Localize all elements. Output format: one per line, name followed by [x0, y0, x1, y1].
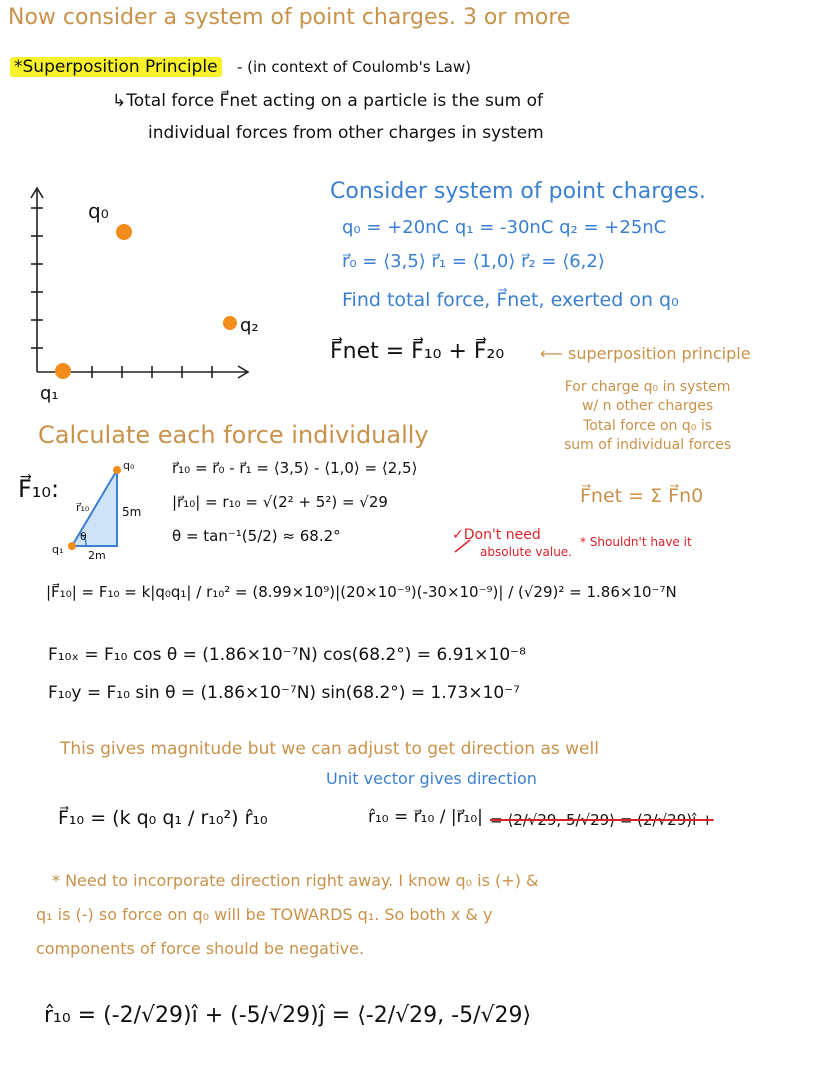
unit-vector-note: Unit vector gives direction: [326, 769, 537, 788]
superposition-def-line1: ↳Total force F⃗net acting on a particle is the sum of: [112, 91, 543, 111]
plot-axes: [31, 188, 248, 378]
given-consider: Consider system of point charges.: [330, 179, 706, 204]
dont-need-note: ✓Don't need: [452, 527, 541, 543]
tri-q0: q₀: [123, 459, 135, 472]
theta-eq: θ = tan⁻¹(5/2) ≈ 68.2°: [172, 527, 341, 545]
header-line: Now consider a system of point charges. 3 or more: [8, 5, 571, 30]
charge-q1-dot: [55, 363, 71, 379]
superposition-arrow-note: ⟵ superposition principle: [540, 344, 751, 363]
superposition-note-line: w/ n other charges: [582, 398, 714, 415]
given-charges: q₀ = +20nC q₁ = -30nC q₂ = +25nC: [342, 217, 667, 238]
shouldnt-note: * Shouldn't have it: [580, 535, 692, 549]
direction-note-line3: components of force should be negative.: [36, 939, 365, 958]
f10-magnitude-eq: |F⃗₁₀| = F₁₀ = k|q₀q₁| / r₁₀² = (8.99×10⁹)|(20×10⁻⁹)(-30×10⁻⁹)| / (√29)² = 1.86×10⁻⁷N: [46, 583, 677, 601]
given-find: Find total force, F⃗net, exerted on q₀: [342, 289, 679, 311]
f10x-eq: F₁₀ₓ = F₁₀ cos θ = (1.86×10⁻⁷N) cos(68.2°) = 6.91×10⁻⁸: [48, 645, 526, 665]
rhat-definition: r̂₁₀ = r⃗₁₀ / |r⃗₁₀|: [368, 807, 483, 827]
tri-side-v: 5m: [122, 505, 142, 519]
superposition-note-block: [564, 380, 731, 454]
r10-mag-eq: |r⃗₁₀| = r₁₀ = √(2² + 5²) = √29: [172, 493, 388, 511]
superposition-def-line2: individual forces from other charges in system: [148, 123, 544, 143]
abs-value-note: absolute value.: [480, 545, 572, 559]
f10-label: F⃗₁₀:: [18, 475, 60, 503]
triangle-q1-dot: [68, 542, 76, 550]
tri-side-h: 2m: [88, 549, 106, 562]
fnet-equation: F⃗net = F⃗₁₀ + F⃗₂₀: [330, 339, 505, 364]
direction-note-line1: * Need to incorporate direction right away. I know q₀ is (+) &: [52, 871, 539, 890]
tri-side-r: r⃗₁₀: [76, 501, 90, 514]
calc-heading: Calculate each force individually: [38, 421, 429, 449]
unit-gives-note: This gives magnitude but we can adjust to get direction as well: [60, 739, 599, 759]
sum-formula: F⃗net = Σ F⃗n0: [580, 485, 704, 507]
superposition-context: - (in context of Coulomb's Law): [236, 58, 471, 76]
superposition-title-highlight: *Superposition Principle: [10, 57, 222, 77]
tri-theta: θ: [80, 530, 87, 543]
plot-label-q2: q₂: [240, 315, 259, 336]
plot-label-q1: q₁: [40, 383, 59, 404]
crossed-out-expression: = ⟨2/√29, 5/√29⟩ = (2/√29)î +: [490, 811, 714, 829]
plot-label-q0: q₀: [88, 199, 109, 223]
final-unit-vector: r̂₁₀ = (-2/√29)î + (-5/√29)ĵ = ⟨-2/√29, -5/√29⟩: [44, 1003, 532, 1028]
charge-q0-dot: [116, 224, 132, 240]
f10y-eq: F₁₀y = F₁₀ sin θ = (1.86×10⁻⁷N) sin(68.2°) = 1.73×10⁻⁷: [48, 683, 520, 703]
superposition-note-line: For charge q₀ in system: [564, 379, 731, 395]
triangle-q0-dot: [113, 466, 121, 474]
given-positions: r⃗₀ = ⟨3,5⟩ r⃗₁ = ⟨1,0⟩ r⃗₂ = ⟨6,2⟩: [342, 251, 605, 272]
tri-q1: q₁: [52, 543, 64, 556]
superposition-note-line: sum of individual forces: [564, 437, 732, 454]
superposition-note-line: Total force on q₀ is: [583, 417, 712, 434]
charge-q2-dot: [223, 316, 237, 330]
direction-note-line2: q₁ is (-) so force on q₀ will be TOWARDS q₁. So both x & y: [36, 905, 493, 924]
r10-eq: r⃗₁₀ = r⃗₀ - r⃗₁ = ⟨3,5⟩ - ⟨1,0⟩ = ⟨2,5⟩: [172, 459, 418, 477]
f10-unit-formula: F⃗₁₀ = (k q₀ q₁ / r₁₀²) r̂₁₀: [58, 807, 268, 829]
